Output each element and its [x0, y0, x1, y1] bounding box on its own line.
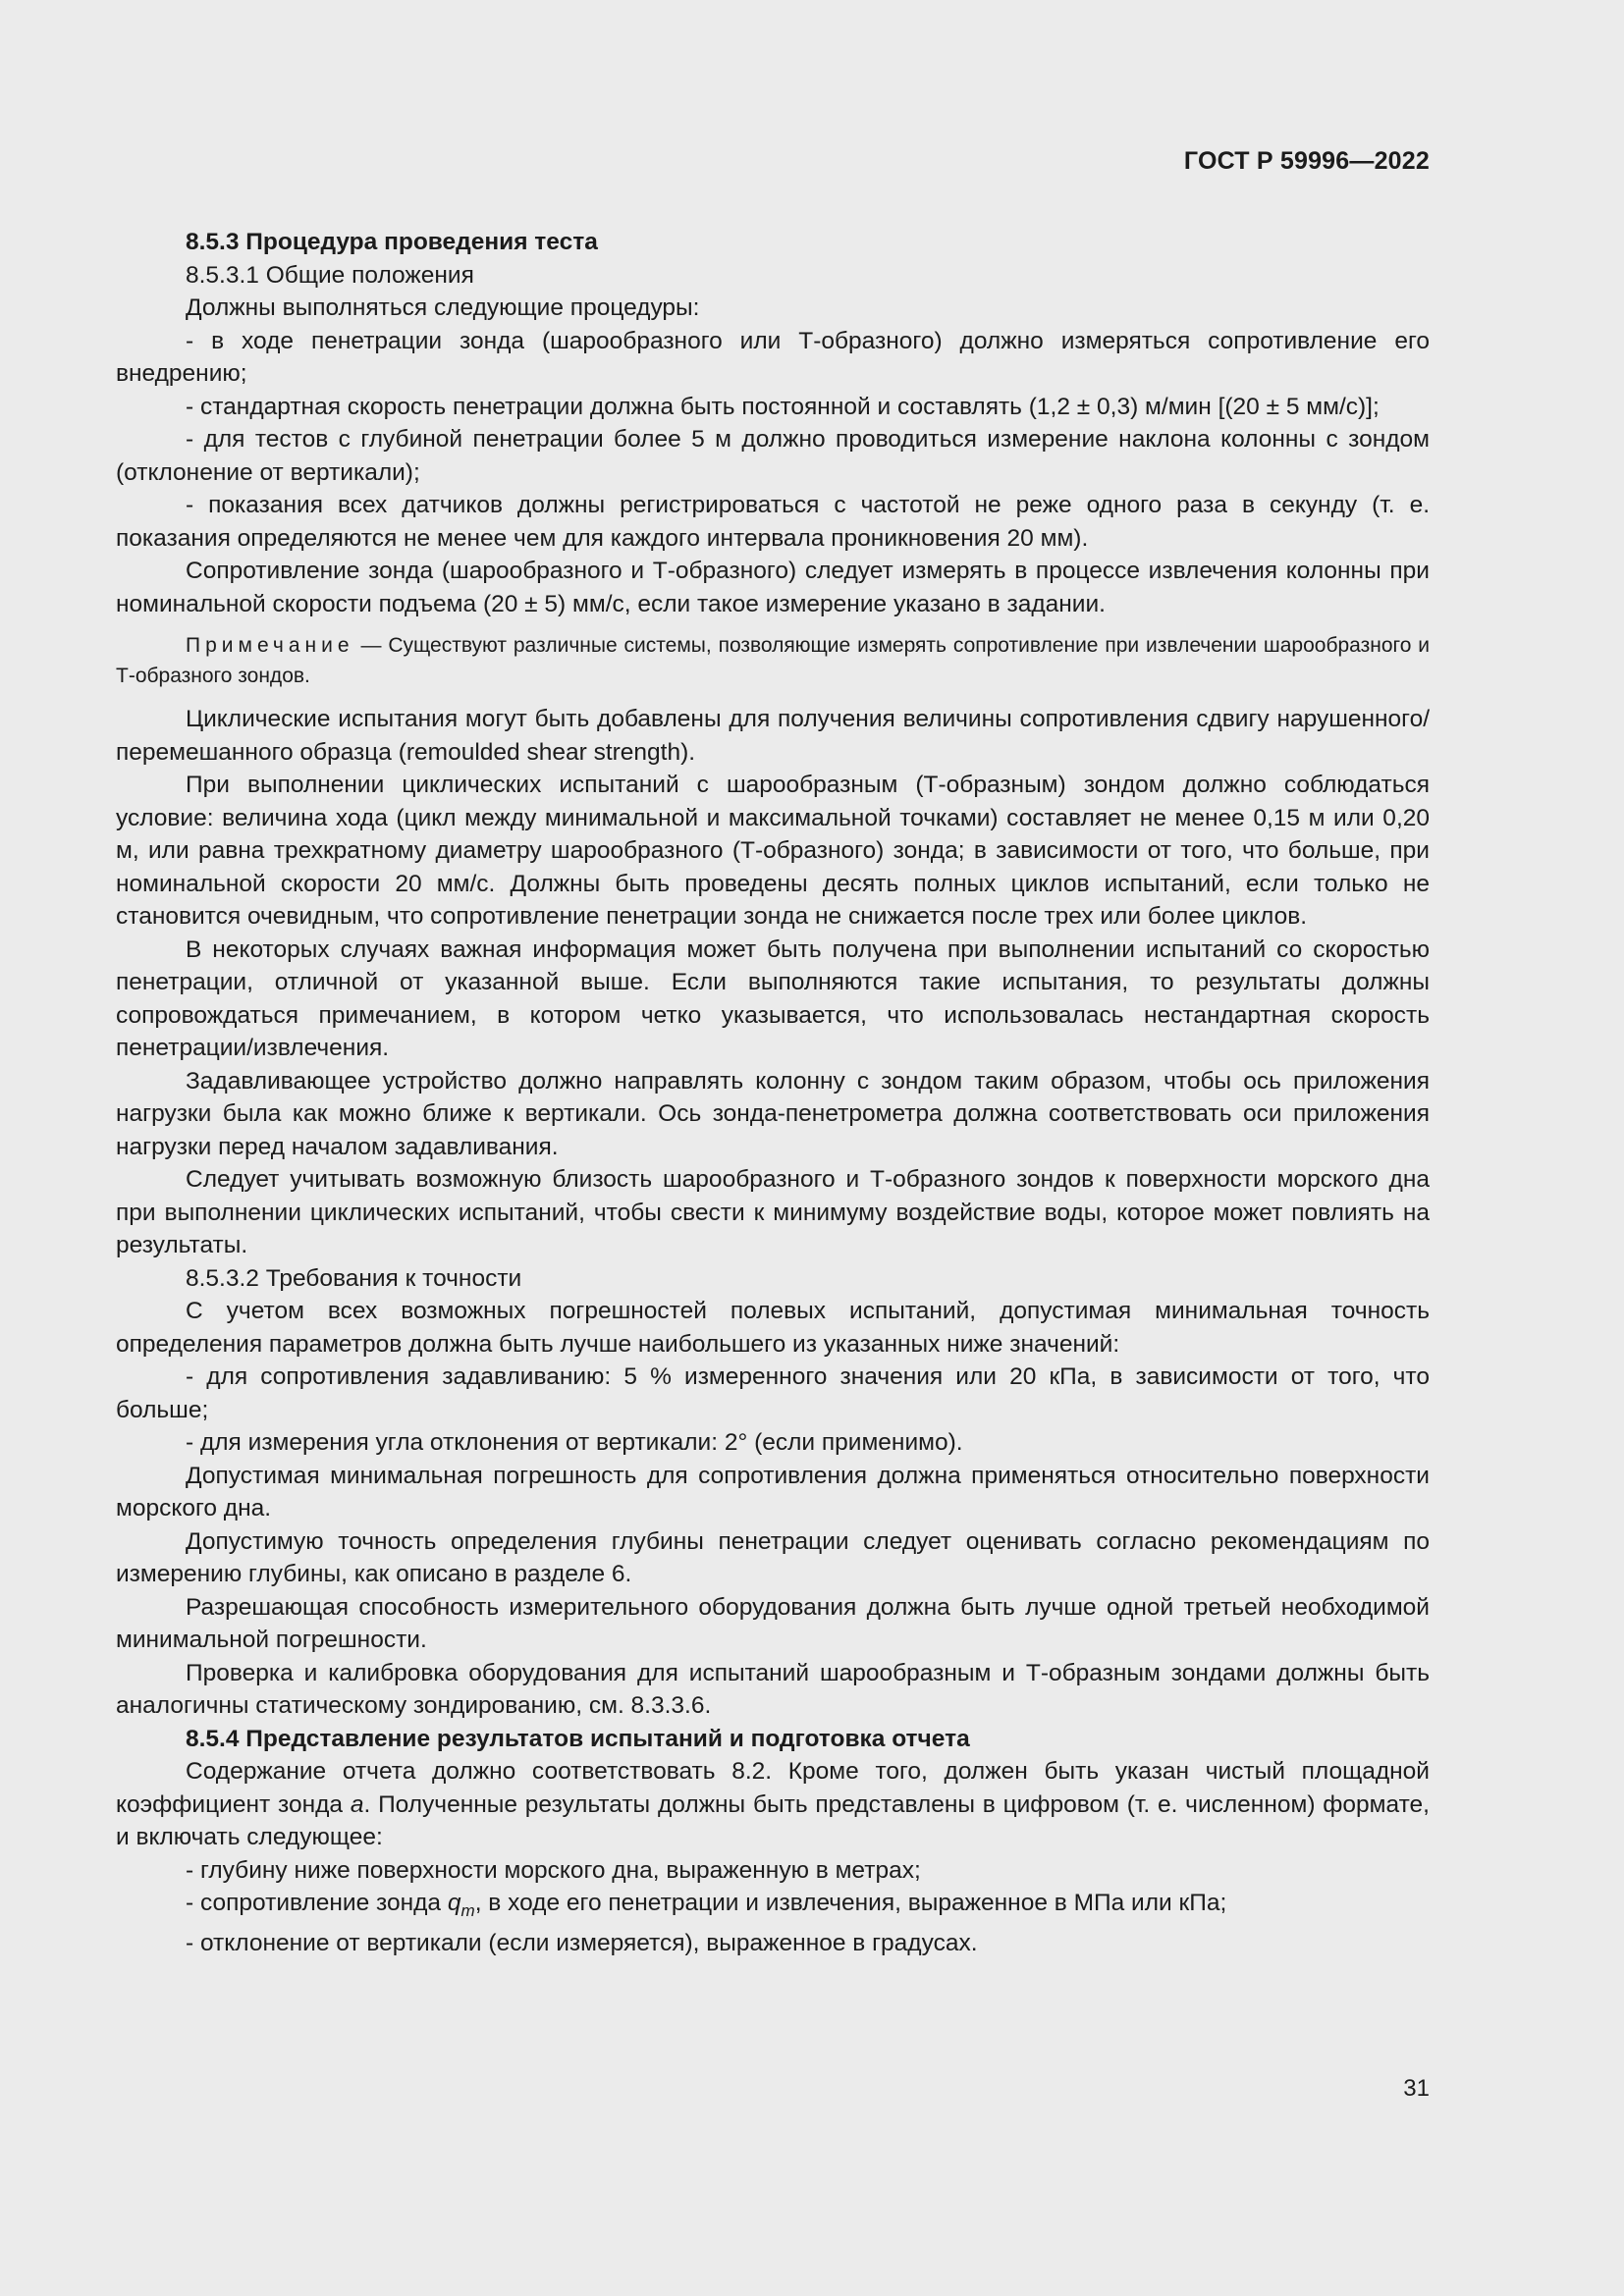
paragraph: Сопротивление зонда (шарообразного и Т-образного) следует измерять в процессе извлечения колонны при номинальной скорости подъема (20 ± 5) мм/с, если такое измерение указано в задании.	[116, 558, 1430, 617]
page-number: 31	[1403, 2075, 1430, 2102]
list-item: - для измерения угла отклонения от вертикали: 2° (если применимо).	[186, 1429, 963, 1456]
paragraph: Разрешающая способность измерительного оборудования должна быть лучше одной третьей необходимой минимальной погрешности.	[116, 1593, 1430, 1653]
paragraph: Допустимая минимальная погрешность для сопротивления должна применяться относительно поверхности морского дна.	[116, 1462, 1430, 1522]
list-item	[116, 1887, 1430, 1927]
paragraph: Задавливающее устройство должно направлять колонну с зондом таким образом, чтобы ось приложения нагрузки была как можно ближе к вертикали. Ось зонда-пенетрометра должна соответствовать оси приложения нагрузки перед началом задавливания.	[116, 1067, 1430, 1160]
paragraph: Проверка и калибровка оборудования для испытаний шарообразным и Т-образным зондами должны быть аналогичны статическому зондированию, см. 8.3.3.6.	[116, 1659, 1430, 1719]
list-item: - отклонение от вертикали (если измеряется), выраженное в градусах.	[186, 1930, 978, 1957]
variable: a	[350, 1790, 364, 1818]
section-heading-8-5-4: 8.5.4 Представление результатов испытаний и подготовка отчета	[186, 1725, 970, 1752]
text-run: - сопротивление зонда	[186, 1890, 448, 1916]
list-item: - для сопротивления задавливанию: 5 % измеренного значения или 20 кПа, в зависимости от того, что больше;	[116, 1363, 1430, 1423]
paragraph: С учетом всех возможных погрешностей полевых испытаний, допустимая минимальная точность определения параметров должна быть лучше наибольшего из указанных ниже значений:	[116, 1298, 1430, 1358]
list-item: - глубину ниже поверхности морского дна, выраженную в метрах;	[186, 1856, 921, 1884]
document-header: ГОСТ Р 59996—2022	[1183, 147, 1430, 175]
text-run: Содержание отчета должно соответствовать 8.2. Кроме того, должен быть указан чистый площадной коэффициент зонда	[116, 1758, 1430, 1818]
text-run: , в ходе его пенетрации и извлечения, выраженное в МПа или кПа;	[474, 1890, 1227, 1916]
paragraph	[116, 1755, 1430, 1854]
list-item: - в ходе пенетрации зонда (шарообразного или Т-образного) должно измеряться сопротивление его внедрению;	[116, 327, 1430, 387]
paragraph: Следует учитывать возможную близость шарообразного и Т-образного зондов к поверхности морского дна при выполнении циклических испытаний, чтобы свести к минимуму воздействие воды, которое может повлиять на результаты.	[116, 1166, 1430, 1258]
note-label: Примечание	[186, 634, 354, 657]
section-heading-8-5-3: 8.5.3 Процедура проведения теста	[186, 229, 598, 255]
paragraph: В некоторых случаях важная информация может быть получена при выполнении испытаний со скоростью пенетрации, отличной от указанной выше. Если выполняются такие испытания, то результаты должны сопровождаться примечанием, в котором четко указывается, что использовалась нестандартная скорость пенетрации/извлечения.	[116, 935, 1430, 1061]
document-body	[116, 226, 1430, 1960]
paragraph: При выполнении циклических испытаний с шарообразным (Т-образным) зондом должно соблюдаться условие: величина хода (цикл между минимальной и максимальной точками) составляет не менее 0,15 м или 0,20 м, или равна трехкратному диаметру шарообразного (Т-образного) зонда; в зависимости от того, что больше, при номинальной скорости 20 мм/с. Должны быть проведены десять полных циклов испытаний, если только не становится очевидным, что сопротивление пенетрации зонда не снижается после трех или более циклов.	[116, 772, 1430, 930]
note	[116, 630, 1430, 691]
subsection-heading-8-5-3-2: 8.5.3.2 Требования к точности	[186, 1264, 522, 1292]
text-run: . Полученные результаты должны быть представлены в цифровом (т. е. численном) формате, и включать следующее:	[116, 1790, 1430, 1850]
variable-subscript: m	[460, 1900, 475, 1920]
list-item: - для тестов с глубиной пенетрации более 5 м должно проводиться измерение наклона колонны с зондом (отклонение от вертикали);	[116, 426, 1430, 486]
note-text: — Существуют различные системы, позволяющие измерять сопротивление при извлечении шарообразного и Т-образного зондов.	[116, 634, 1430, 687]
paragraph: Циклические испытания могут быть добавлены для получения величины сопротивления сдвигу нарушенного/перемешанного образца (remoulded shear strength).	[116, 706, 1430, 766]
list-item: - показания всех датчиков должны регистрироваться с частотой не реже одного раза в секунду (т. е. показания определяются не менее чем для каждого интервала проникновения 20 мм).	[116, 492, 1430, 552]
paragraph: Должны выполняться следующие процедуры:	[186, 294, 700, 321]
list-item: - стандартная скорость пенетрации должна быть постоянной и составлять (1,2 ± 0,3) м/мин [(20 ± 5 мм/с)];	[186, 393, 1380, 420]
subsection-heading-8-5-3-1: 8.5.3.1 Общие положения	[186, 261, 474, 289]
variable: q	[447, 1890, 461, 1916]
paragraph: Допустимую точность определения глубины пенетрации следует оценивать согласно рекомендациям по измерению глубины, как описано в разделе 6.	[116, 1527, 1430, 1587]
